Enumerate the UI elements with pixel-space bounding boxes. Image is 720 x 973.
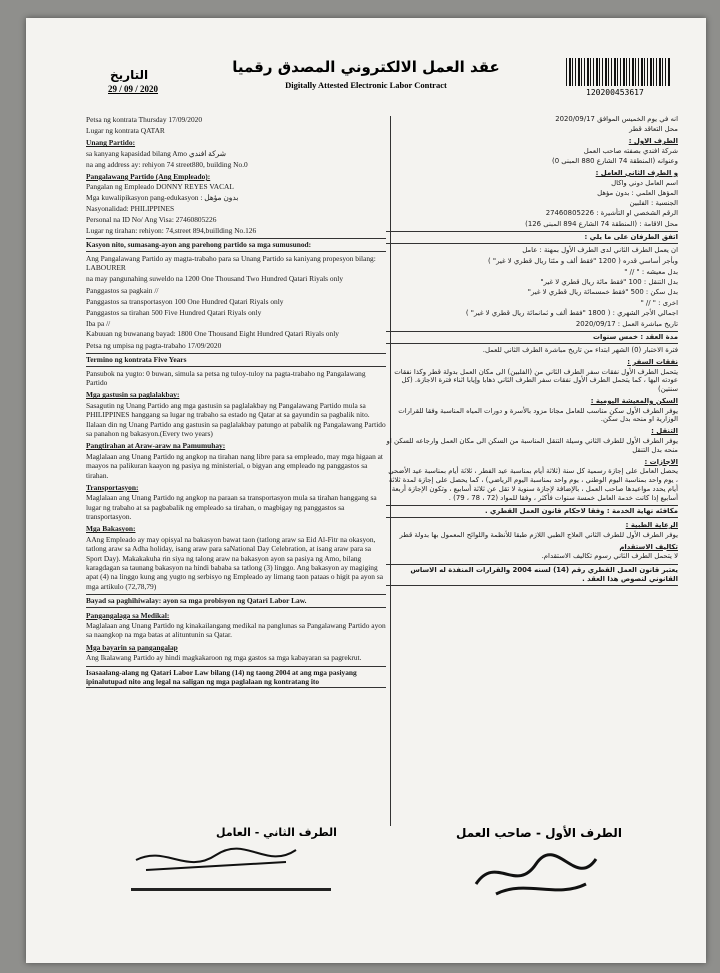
contract-line: Panggastos sa tirahan 500 Five Hundred Qatari Riyals only [86, 307, 262, 317]
contract-line: na may pangunahing suweldo na 1200 One Thousand Two Hundred Qatari Riyals only [86, 274, 344, 284]
section-heading: الطرف الاول : [628, 137, 678, 146]
contract-line: وبأجر أساسي قدره ( 1200 "فقط ألف و مئتا ريال قطري لا غير" ) [488, 256, 678, 265]
section-heading: الرعاية الطبية : [625, 521, 678, 530]
contract-line: محل التعاقد قطر [629, 125, 678, 134]
date-title: التاريخ [110, 68, 149, 82]
signature-line [131, 888, 331, 891]
section-heading: Termino ng kontrata Five Years [86, 353, 386, 366]
contract-line: Maglalaan ang Unang Partido ng kinakailangang medikal na panglunas sa Pangalawang Partido ayon sa naangkop na mga batas at alituntunin sa Qatar. [86, 620, 386, 640]
employee-signature [126, 840, 306, 880]
contract-line: وعنوانه (المنطقة 74 الشارع 880 المبنى 0) [552, 157, 678, 166]
contract-line: Panggastos sa transportasyon 100 One Hundred Qatari Riyals only [86, 296, 284, 306]
contract-line: Maglalaan ang Unang Partido ng angkop na tirahan nang libre para sa empleado, may mga higaan at maayos na palikuran kaayon ng pasiya ng ministerial, o bigyan ang empleado ng panggastos sa tirahan. [86, 451, 383, 480]
barcode [566, 58, 670, 86]
contract-line: يوفر الطرف الأول للطرف الثاني العلاج الطبي اللازم طبقا للأنظمة واللوائح المعمول بها بدولة قطر [399, 530, 678, 539]
contract-line: الجنسية : الفلبين [629, 199, 678, 208]
section-heading: Bayad sa paghihiwalay: ayon sa mga probisyon ng Qatari Labor Law. [86, 594, 386, 607]
signature-title-employer: الطرف الأول - صاحب العمل [456, 826, 622, 840]
title-arabic: عقد العمل الالكتروني المصدق رقميا [232, 58, 500, 76]
contract-line: Nasyonalidad: PHILIPPINES [86, 204, 175, 214]
section-heading: Mga bayarin sa pangangalap [86, 642, 178, 652]
left-column-tagalog [86, 115, 386, 690]
section-heading: الاجازات : [644, 457, 678, 466]
contract-line: المؤهل العلمي : بدون مؤهل [597, 188, 678, 197]
contract-line: تاريخ مباشرة العمل : 2020/09/17 [575, 319, 678, 328]
section-heading: Unang Partido: [86, 138, 136, 148]
contract-line: Sasagutin ng Unang Partido ang mga gastusin sa paglalakbay ng Pangalawang Partido mula sa PHILIPPINES hanggang sa lugar ng trabaho sa estado ng Qatar at sa gayundin sa pagbalik nito. Ilalaan din ng Unang Partido ang gastusin sa paglalakbay patungo at pabalik ng Pangalawang Partido sa panahon ng bakasyon.(Every two years) [86, 400, 386, 438]
section-heading: Pangalawang Partido (Ang Empleado): [86, 171, 211, 181]
contract-line: Petsa ng umpisa ng pagta-trabaho 17/09/2020 [86, 340, 222, 350]
contract-line: Maglalaan ang Unang Partido ng angkop na paraan sa transportasyon mula sa tirahan hanggang sa lugar ng trabaho at sa pagbabalik ng empleado sa tirahan, o magbigay ng panggastos sa transportasyon. [86, 493, 377, 522]
section-heading: Isasaalang-alang ng Qatari Labor Law bilang (14) ng taong 2004 at ang mga pasiyang ipinalutupad nito ang legal na saligan ng mga paglalaan ng kontratang ito [86, 666, 386, 689]
contract-line: Kabuuan ng buwanang bayad: 1800 One Thousand Eight Hundred Qatari Riyals only [86, 329, 339, 339]
contract-line: Panggastos sa pagkain // [86, 285, 159, 295]
section-heading: Pangtirahan at Araw-araw na Pamumuhay: [86, 441, 226, 451]
contract-line: الرقم الشخصي او التأشيرة : 27460805226 [545, 209, 678, 218]
contract-line: يحصل العامل على إجازة رسمية كل سنة (ثلاثة أيام بمناسبة عيد الفطر ، ثلاثة أيام بمناسبة عيد الأضحى ، يوم واحد بمناسبة اليوم الوطني ، يوم واحد بمناسبة اليوم الرياضي) ، كما يحصل على إجازة لمدة ثلاثة أيام يحدد مواعيدها صاحب العمل ، بالإضافة لإجازة سنوية لا تقل عن ثلاثة أسابيع ، وتكون الإجازة أربعة أسابيع إذا كانت خدمة العامل خمسة سنوات فأكثر ، وفقا للمواد (72 ، 78 ، 79) . [388, 467, 678, 502]
section-heading: التنقل : [651, 427, 678, 436]
section-heading: Transportasyon: [86, 482, 139, 492]
contract-line: Ang Ikalawang Partido ay hindi magkakaroon ng mga gastos sa mga kabayaran sa pagrekrut. [86, 653, 362, 663]
section-heading: اتفق الطرفان على ما يلي : [386, 231, 678, 244]
contract-line: Personal na ID No/ Ang Visa: 27460805226 [86, 215, 217, 225]
contract-line: AAng Empleado ay may opisyal na bakasyon bawat taon (tatlong araw sa Eid Al-Fitr na okasyon, tatlong araw sa Adha holiday, isang araw para saNational Day Celebration, at isang araw para sa Sport Day). Makakakuha rin siya ng talong araw na bakasyon ayon sa pasiya ng Amo, bilang karagdagan sa taunang bakasyon na hindi bababa sa tatlong (3) linggo. Ang bakasyon ay magiging apat (4) na linggo kung ang yugto ng serbisyo ng Empleado ay limang taon pataas o higit pa ayon sa mga artikulo (72,78,79) [86, 534, 383, 591]
contract-line: na ang address ay: rehiyon 74 street880, building No.0 [86, 159, 248, 169]
title-english: Digitally Attested Electronic Labor Contract [285, 80, 447, 90]
section-heading: Kasyon nito, sumasang-ayon ang parehong partido sa mga sumusunod: [86, 238, 386, 251]
section-heading: نفقات السفر : [627, 357, 678, 366]
contract-line: انه في يوم الخميس الموافق 2020/09/17 [555, 115, 678, 123]
contract-line: ان يعمل الطرف الثاني لدى الطرف الأول بمهنة : عامل [522, 246, 678, 255]
section-heading: مكافئه نهاية الخدمة : وفقا لاحكام قانون العمل القطري . [386, 505, 678, 518]
section-heading: Pangangalaga sa Medikal: [86, 610, 170, 620]
contract-line: فترة الاختبار (0) الشهر ابتداء من تاريخ مباشرة الطرف الثاني للعمل. [482, 346, 678, 355]
contract-line: Petsa ng kontrata Thursday 17/09/2020 [86, 115, 203, 124]
contract-line: يتحمل الطرف الأول نفقات سفر الطرف الثاني من (الفلبين) الى مكان العمل بدولة قطر وكذا نفقات عودته اليها ، كما يتحمل الطرف الأول نفقات سفر الطرف الثاني ذهابا وإيابا اثناء فترة الاجازة. (كل سنتين) [394, 367, 678, 394]
employer-signature [466, 844, 606, 904]
contract-line: اجمالي الأجر الشهري : ( 1800 "فقط ألف و ثمانمائة ريال قطري لا غير" ) [465, 308, 678, 317]
contract-line: يوفر الطرف الأول للطرف الثاني وسيلة التنقل المناسبة من السكن الى مكان العمل وارجاعه للسكن او منحه بدل التنقل [386, 436, 678, 454]
contract-line: Mga kuwalipikasyon pang-edukasyon : بدون مؤهل [86, 193, 239, 203]
contract-line: يوفر الطرف الأول سكن مناسب للعامل مجانا مزود بالأسرة و دورات المياه المناسبة وفقا للقرارات الوزارية او منحه بدل سكن. [398, 406, 678, 424]
right-column-arabic [386, 115, 678, 588]
contract-line: بدل سكن : 500 "فقط خمسمائة ريال قطري لا غير" [527, 288, 678, 297]
section-heading: Mga gastusin sa paglalakbay: [86, 390, 180, 400]
contract-date: 29 / 09 / 2020 [108, 84, 159, 94]
contract-line: لا يتحمل الطرف الثاني رسوم تكاليف الاستقدام. [541, 552, 678, 561]
contract-document [26, 18, 706, 963]
section-heading: تكاليف الاستقدام [619, 542, 678, 551]
section-heading: السكن والمعيشة اليومية : [590, 396, 678, 405]
contract-line: Pangalan ng Empleado DONNY REYES VACAL [86, 182, 234, 192]
contract-line: اخرى : " // " [640, 298, 678, 307]
contract-line: Pansubok na yugto: 0 buwan, simula sa petsa ng tuloy-tuloy na pagta-trabaho ng Pangalawang Partido [86, 368, 366, 387]
barcode-number: 120200453617 [586, 88, 644, 97]
contract-line: Lugar ng tirahan: rehiyon: 74,street 894,buillding No.126 [86, 225, 257, 235]
section-heading: Mga Bakasyon: [86, 524, 136, 534]
contract-line: بدل التنقل : 100 "فقط مائة ريال قطري لا غير" [540, 277, 678, 286]
section-heading: يعتبر قانون العمل القطري رقم (14) لسنه 2004 والقرارات المنفذة له الاساس القانوني لنصوص هذا العقد . [386, 564, 678, 586]
contract-line: شركة افندي بصفته صاحب العمل [583, 146, 678, 155]
contract-line: اسم العامل دوني واكال [611, 178, 678, 187]
section-heading: و الطرف الثاني العامل : [595, 168, 678, 177]
contract-line: Iba pa // [86, 318, 111, 328]
section-heading: مدة العقد : خمس سنوات [386, 331, 678, 344]
contract-line: Lugar ng kontrata QATAR [86, 125, 165, 135]
contract-line: بدل معيشه : " // " [624, 267, 678, 276]
contract-line: Ang Pangalawang Partido ay magta-trabaho para sa Unang Partido sa kaniyang propesyon bilang: LABOURER [86, 253, 376, 273]
signature-title-employee: الطرف الثاني - العامل [216, 826, 337, 839]
contract-line: sa kanyang kapasidad bilang Amo شركة افندي [86, 148, 226, 158]
contract-line: محل الاقامة : (المنطقة 74 الشارع 894 المبنى 126) [525, 219, 678, 228]
